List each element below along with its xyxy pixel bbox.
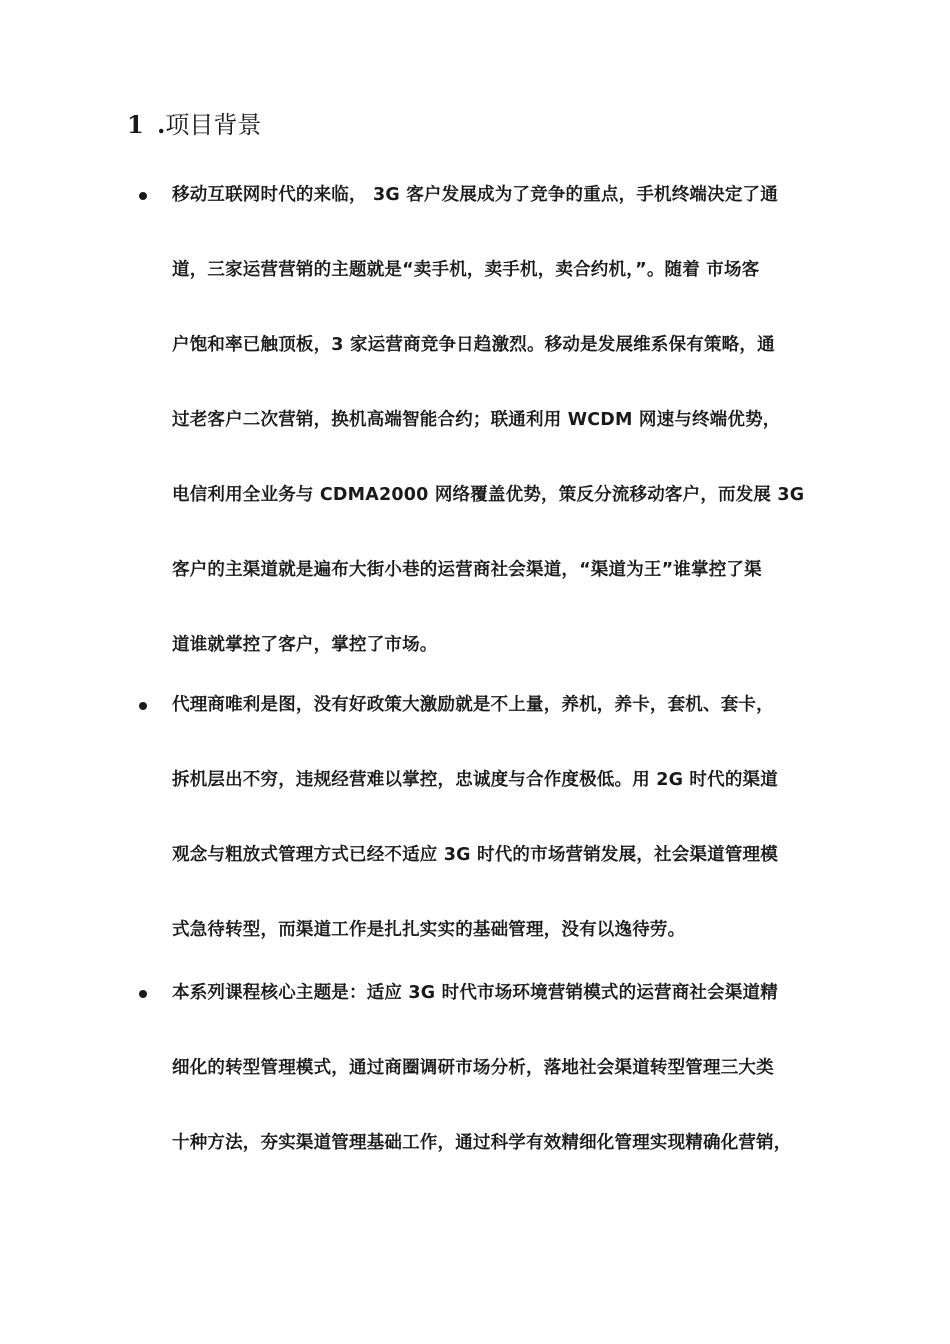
paragraph-line: 过老客户二次营销，换机高端智能合约；联通利用 WCDM 网速与终端优势， [172, 410, 781, 430]
paragraph-line: 拆机层出不穷，违规经营难以掌控，忠诚度与合作度极低。用 2G 时代的渠道 [172, 770, 778, 790]
section-number: 1 [127, 110, 144, 139]
paragraph-line: 电信利用全业务与 CDMA2000 网络覆盖优势，策反分流移动客户，而发展 3G [172, 485, 805, 505]
bullet-paragraph-3 [172, 956, 840, 1181]
bullet-paragraph-2 [172, 668, 840, 968]
bullet-paragraph-1 [172, 158, 840, 683]
paragraph-line: 细化的转型管理模式，通过商圈调研市场分析，落地社会渠道转型管理三大类 [172, 1058, 774, 1078]
bullet-dot-icon [139, 192, 147, 200]
paragraph-line: 户饱和率已触顶板，3 家运营商竞争日趋激烈。移动是发展维系保有策略，通 [172, 335, 775, 355]
paragraph-line: 道谁就掌控了客户，掌控了市场。 [172, 635, 438, 655]
section-number-dot: . [157, 110, 166, 139]
paragraph-line: 客户的主渠道就是遍布大街小巷的运营商社会渠道，“渠道为王”谁掌控了渠 [172, 560, 762, 580]
paragraph-line: 本系列课程核心主题是：适应 3G 时代市场环境营销模式的运营商社会渠道精 [172, 983, 778, 1003]
bullet-dot-icon [139, 702, 147, 710]
paragraph-line: 代理商唯利是图，没有好政策大激励就是不上量，养机，养卡，套机、套卡， [172, 695, 774, 715]
section-title: 项目背景 [165, 111, 262, 139]
paragraph-line: 移动互联网时代的来临， 3G 客户发展成为了竞争的重点，手机终端决定了通 [172, 185, 778, 205]
paragraph-line: 十种方法，夯实渠道管理基础工作，通过科学有效精细化管理实现精确化营销， [172, 1133, 792, 1153]
paragraph-line: 观念与粗放式管理方式已经不适应 3G 时代的市场营销发展，社会渠道管理模 [172, 845, 778, 865]
paragraph-line: 式急待转型，而渠道工作是扎扎实实的基础管理，没有以逸待劳。 [172, 920, 686, 940]
paragraph-line: 道，三家运营营销的主题就是“卖手机，卖手机，卖合约机，”。随着 市场客 [172, 260, 760, 280]
bullet-dot-icon [139, 990, 147, 998]
section-heading [127, 108, 261, 142]
